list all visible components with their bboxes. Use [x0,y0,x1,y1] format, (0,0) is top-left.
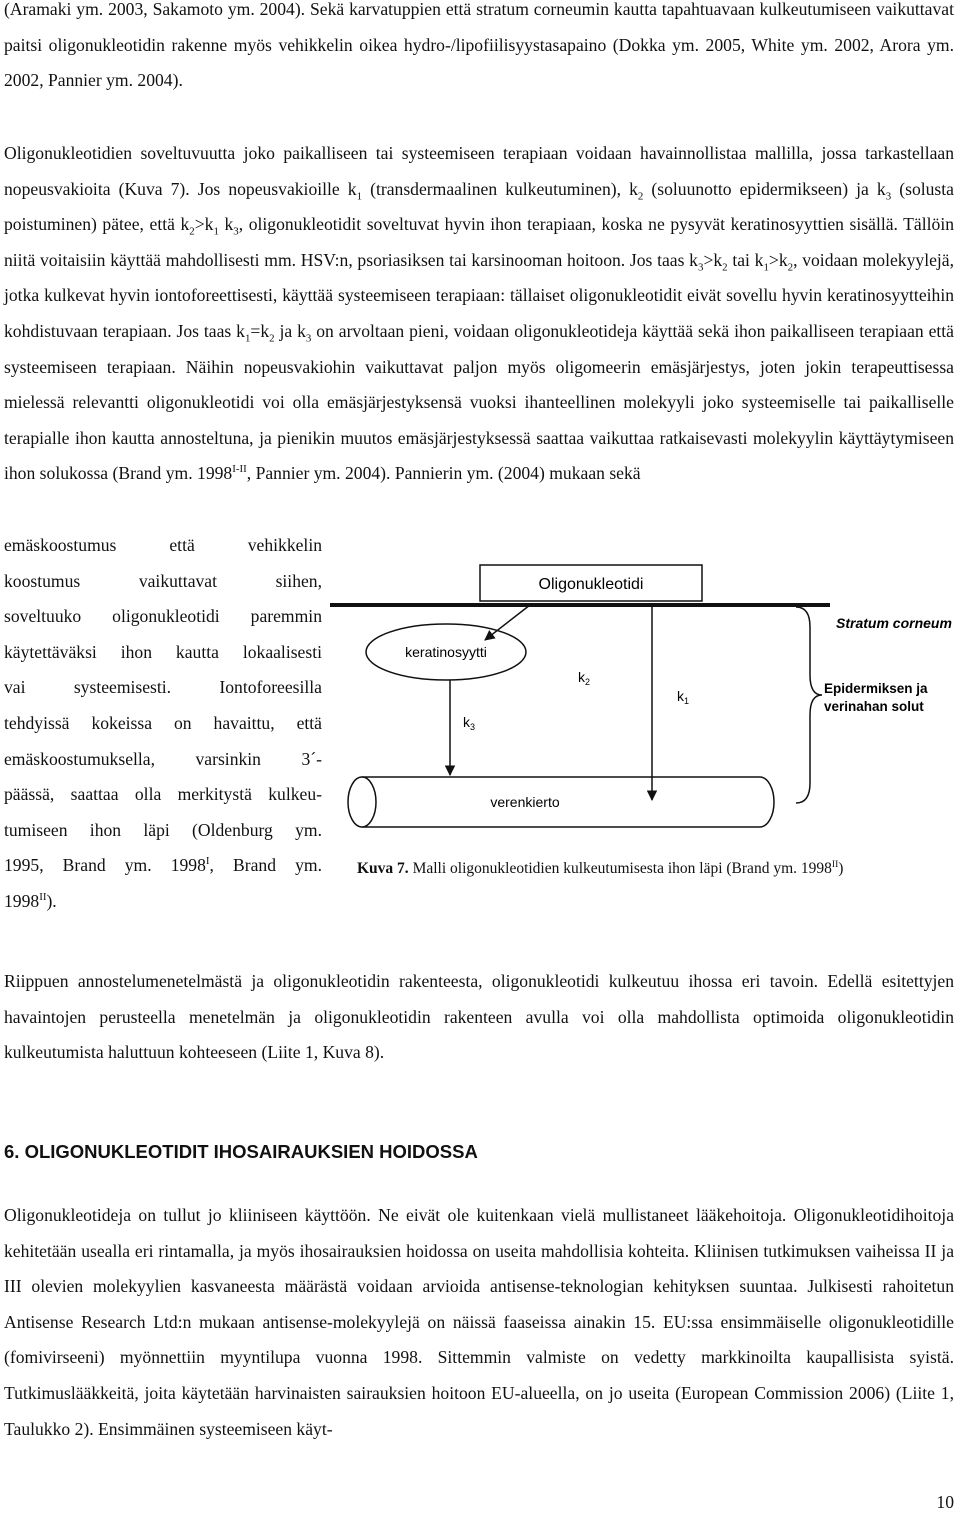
model-paragraph: Oligonukleotidien soveltuvuutta joko paikalliseen tai systeemiseen terapiaan voidaan havainnollistaa mallilla, jossa tarkastellaan nopeusvakioita (Kuva 7). Jos nopeusvakioille $k_1$ (transdermaalinen kulkeutuminen), $k_2$ (soluunotto epidermikseen) ja $k_3$ (solusta poistuminen) pätee, että $k_2>k_1$ $k_3$, oligonukleotidit soveltuvat hyvin ihon terapiaan, koska ne pysyvät keratinosyyttien sisällä. Tällöin niitä voitaisiin käyttää mahdollisesti mm. HSV:n, psoriasiksen tai karsinooman hoitoon. Jos taas $k_3>k_2$ tai $k_1>k_2$, voidaan molekyylejä, jotka kulkevat hyvin iontoforeettisesti, käyttää systeemiseen terapiaan: tällaiset oligonukleotidit eivät sovellu hyvin keratinosyytteihin kohdistuvaan terapiaan. Jos taas $k_1=k_2$ ja $k_3$ on arvoltaan pieni, voidaan oligonukleotideja käyttää sekä ihon paikalliseen terapiaan että systeemiseen terapiaan. Näihin nopeusvakiohin vaikuttavat paljon myös oligomeerin emäsjärjestys, joten jokin terapeuttisessa mielessä relevantti oligonukleotidi voi olla emäsjärjestyksensä vuoksi ihanteellinen molekyyli joko systeemiselle tai paikalliselle terapialle ihon kautta annosteltuna, ja pienikin muutos emäsjärjestyksessä saattaa vaikuttaa ratkaisevasti molekyylin käyttäytymiseen ihon solukossa (Brand ym. $1998^{I-II}$, Pannier ym. 2004). Pannierin ym. (2004) mukaan sekä [4,143,954,484]
epidermis-brace [796,607,822,803]
epidermis-label: Epidermiksen ja verinahan solut [824,681,928,714]
page-number: 10 [936,1492,954,1512]
oligo-label: Oligonukleotidi [538,576,644,593]
section-paragraph: Oligonukleotideja on tullut jo kliiniseen käyttöön. Ne eivät ole kuitenkaan vielä mullistaneet lääkehoitoja. Oligonukleotidihoitoja kehitetään usealla eri rintamalla, ja myös ihosairauksien hoidossa on useita mahdollisia kohteita. Kliinisen tutkimuksen vaiheissa II ja III olevien molekyylien kasvaneesta määrästä voidaan arvioida antisense-teknologian kehityksen suuntaa. Julkisesti rahoitetun Antisense Research Ltd:n mukaan antisense-molekyylejä on näissä faaseissa ainakin 15. EU:ssa ensimmäiselle oligonukleotidille (fomivirseeni) myönnettiin myyntilupa vuonna 1998. Sittemmin valmiste on vedetty markkinoilta kaupallisista syistä. Tutkimuslääkkeitä, joita käytetään harvinaisten sairauksien hoitoon EU-alueella, on jo useita (European Commission 2006) (Liite 1, Taulukko 2). Ensimmäinen systeemiseen käyt- [4,1205,954,1439]
blood-label: verenkierto [490,794,560,810]
figure-caption: Kuva 7. Malli oligonukleotidien kulkeutumisesta ihon läpi (Brand ym. $1998^{II}$) [357,858,844,877]
intro-paragraph: (Aramaki ym. 2003, Sakamoto ym. 2004). Sekä karvatuppien että stratum corneumin kautta tapahtuavaan kulkeutumiseen vaikuttavat paitsi oligonukleotidin rakenne myös vehikkelin oikea hydro-/lipofiilisyystasapaino (Dokka ym. 2005, White ym. 2002, Arora ym. 2002, Pannier ym. 2004). [4,0,954,91]
blood-vessel [362,777,760,827]
side-text: emäskoostumus että vehikkelin koostumus vaikuttavat siihen, soveltuuko oligonukleotidi paremmin käytettäväksi ihon kautta lokaalisesti vai systeemisesti. Iontoforeesilla tehdyissä kokeissa on havaittu, että emäskoostumuksella, varsinkin 3´- päässä, saattaa olla merkitystä kulkeu- tumiseen ihon läpi (Oldenburg ym. 1995, Brand ym. $1998^I$, Brand ym. $1998^{II}$). [4,535,322,911]
stratum-label: Stratum corneum [836,615,952,631]
k2-label: $k_2$ [578,669,591,687]
section-heading: 6. OLIGONUKLEOTIDIT IHOSAIRAUKSIEN HOIDOSSA [4,1141,478,1162]
keratinocyte-label: keratinosyytti [405,644,487,660]
k3-label: $k_3$ [463,714,476,732]
k1-label: $k_1$ [677,688,690,706]
figure-diagram [330,555,960,855]
conclusion-paragraph: Riippuen annostelumenetelmästä ja oligonukleotidin rakenteesta, oligonukleotidi kulkeutuu ihossa eri tavoin. Edellä esitettyjen havaintojen perusteella menetelmän ja oligonukleotidin rakenteen avulla voi olla mahdollista optimoida oligonukleotidin kulkeutumista haluttuun kohteeseen (Liite 1, Kuva 8). [4,971,954,1063]
